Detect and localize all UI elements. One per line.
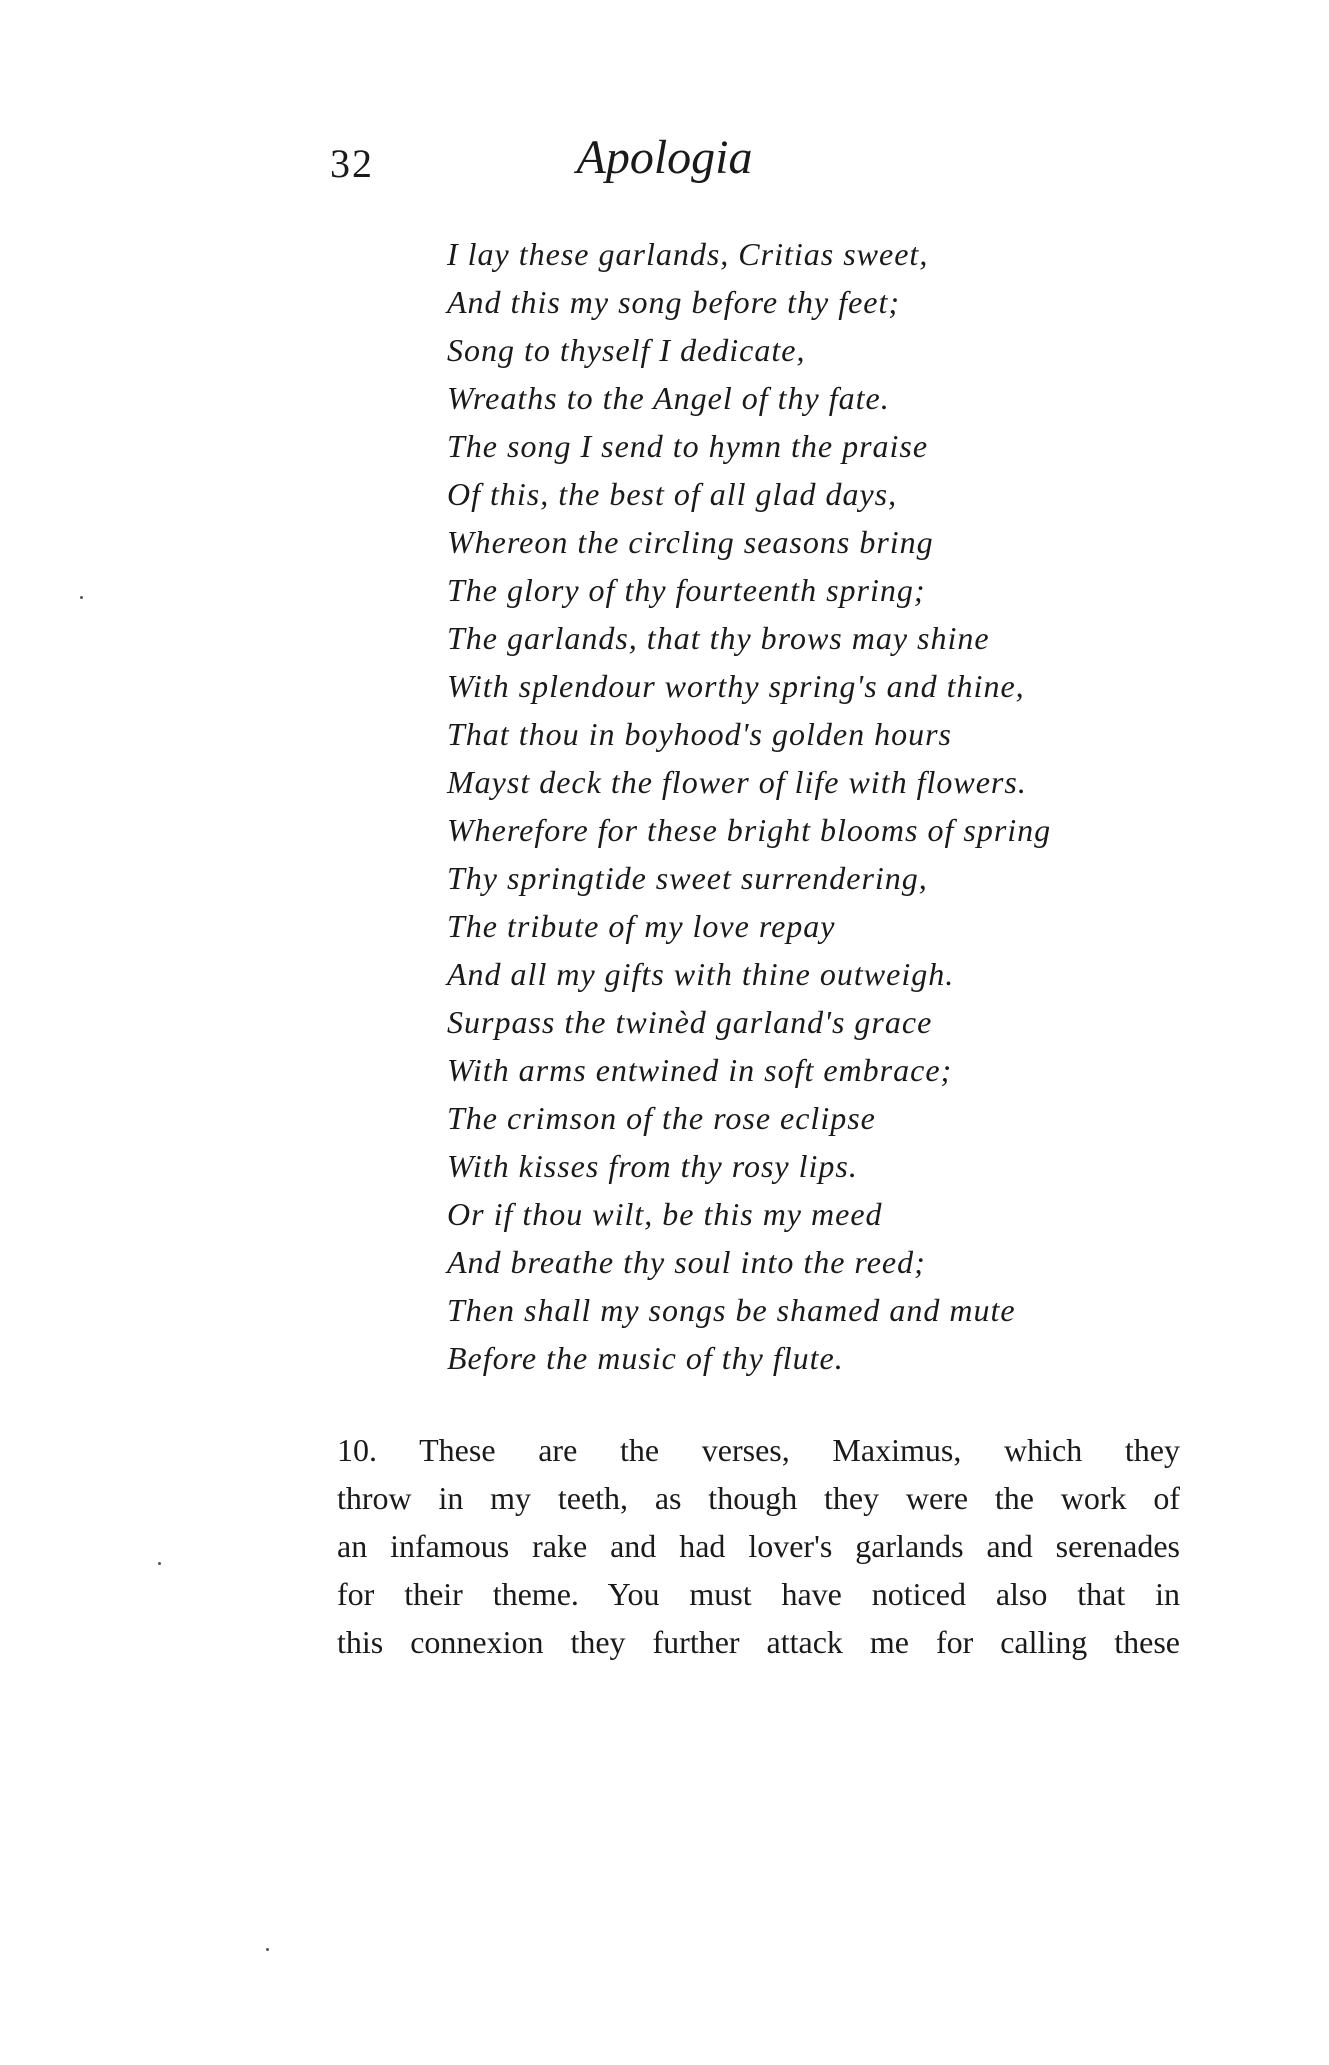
poem-line: I lay these garlands, Critias sweet, [447, 236, 929, 272]
poem-line: Song to thyself I dedicate, [447, 332, 806, 368]
poem-line: The tribute of my love repay [447, 908, 836, 944]
poem-line: The garlands, that thy brows may shine [447, 620, 990, 656]
margin-speck [266, 1948, 269, 1951]
poem-line: That thou in boyhood's golden hours [447, 716, 952, 752]
poem-line: And breathe thy soul into the reed; [447, 1244, 926, 1280]
paragraph-line: this connexion they further attack me for calling these [337, 1624, 1180, 1660]
paragraph-line: an infamous rake and had lover's garlands and serenades [337, 1528, 1180, 1564]
poem-line: Wherefore for these bright blooms of spring [447, 812, 1052, 848]
poem-line: Or if thou wilt, be this my meed [447, 1196, 883, 1232]
poem-line: The song I send to hymn the praise [447, 428, 929, 464]
margin-speck [80, 596, 83, 599]
paragraph-line: for their theme. You must have noticed also that in [337, 1576, 1180, 1612]
paragraph-line: throw in my teeth, as though they were the work of [337, 1480, 1180, 1516]
page-number: 32 [330, 141, 374, 186]
paragraph-line: 10. These are the verses, Maximus, which they [337, 1432, 1180, 1468]
poem-line: And all my gifts with thine outweigh. [447, 956, 955, 992]
margin-speck [158, 1562, 161, 1565]
poem-line: Wreaths to the Angel of thy fate. [447, 380, 890, 416]
poem-line: And this my song before thy feet; [447, 284, 901, 320]
body-paragraph [337, 1426, 1180, 1666]
poem-line: Before the music of thy flute. [447, 1340, 844, 1376]
poem [447, 230, 1051, 1382]
poem-line: With splendour worthy spring's and thine, [447, 668, 1025, 704]
poem-line: The glory of thy fourteenth spring; [447, 572, 926, 608]
running-title: Apologia [576, 131, 753, 184]
poem-line: Thy springtide sweet surrendering, [447, 860, 928, 896]
poem-line: Whereon the circling seasons bring [447, 524, 934, 560]
poem-line: Of this, the best of all glad days, [447, 476, 898, 512]
poem-line: The crimson of the rose eclipse [447, 1100, 876, 1136]
poem-line: With arms entwined in soft embrace; [447, 1052, 953, 1088]
poem-line: Then shall my songs be shamed and mute [447, 1292, 1016, 1328]
poem-line: Mayst deck the flower of life with flowers. [447, 764, 1027, 800]
poem-line: With kisses from thy rosy lips. [447, 1148, 858, 1184]
poem-line: Surpass the twinèd garland's grace [447, 1004, 933, 1040]
